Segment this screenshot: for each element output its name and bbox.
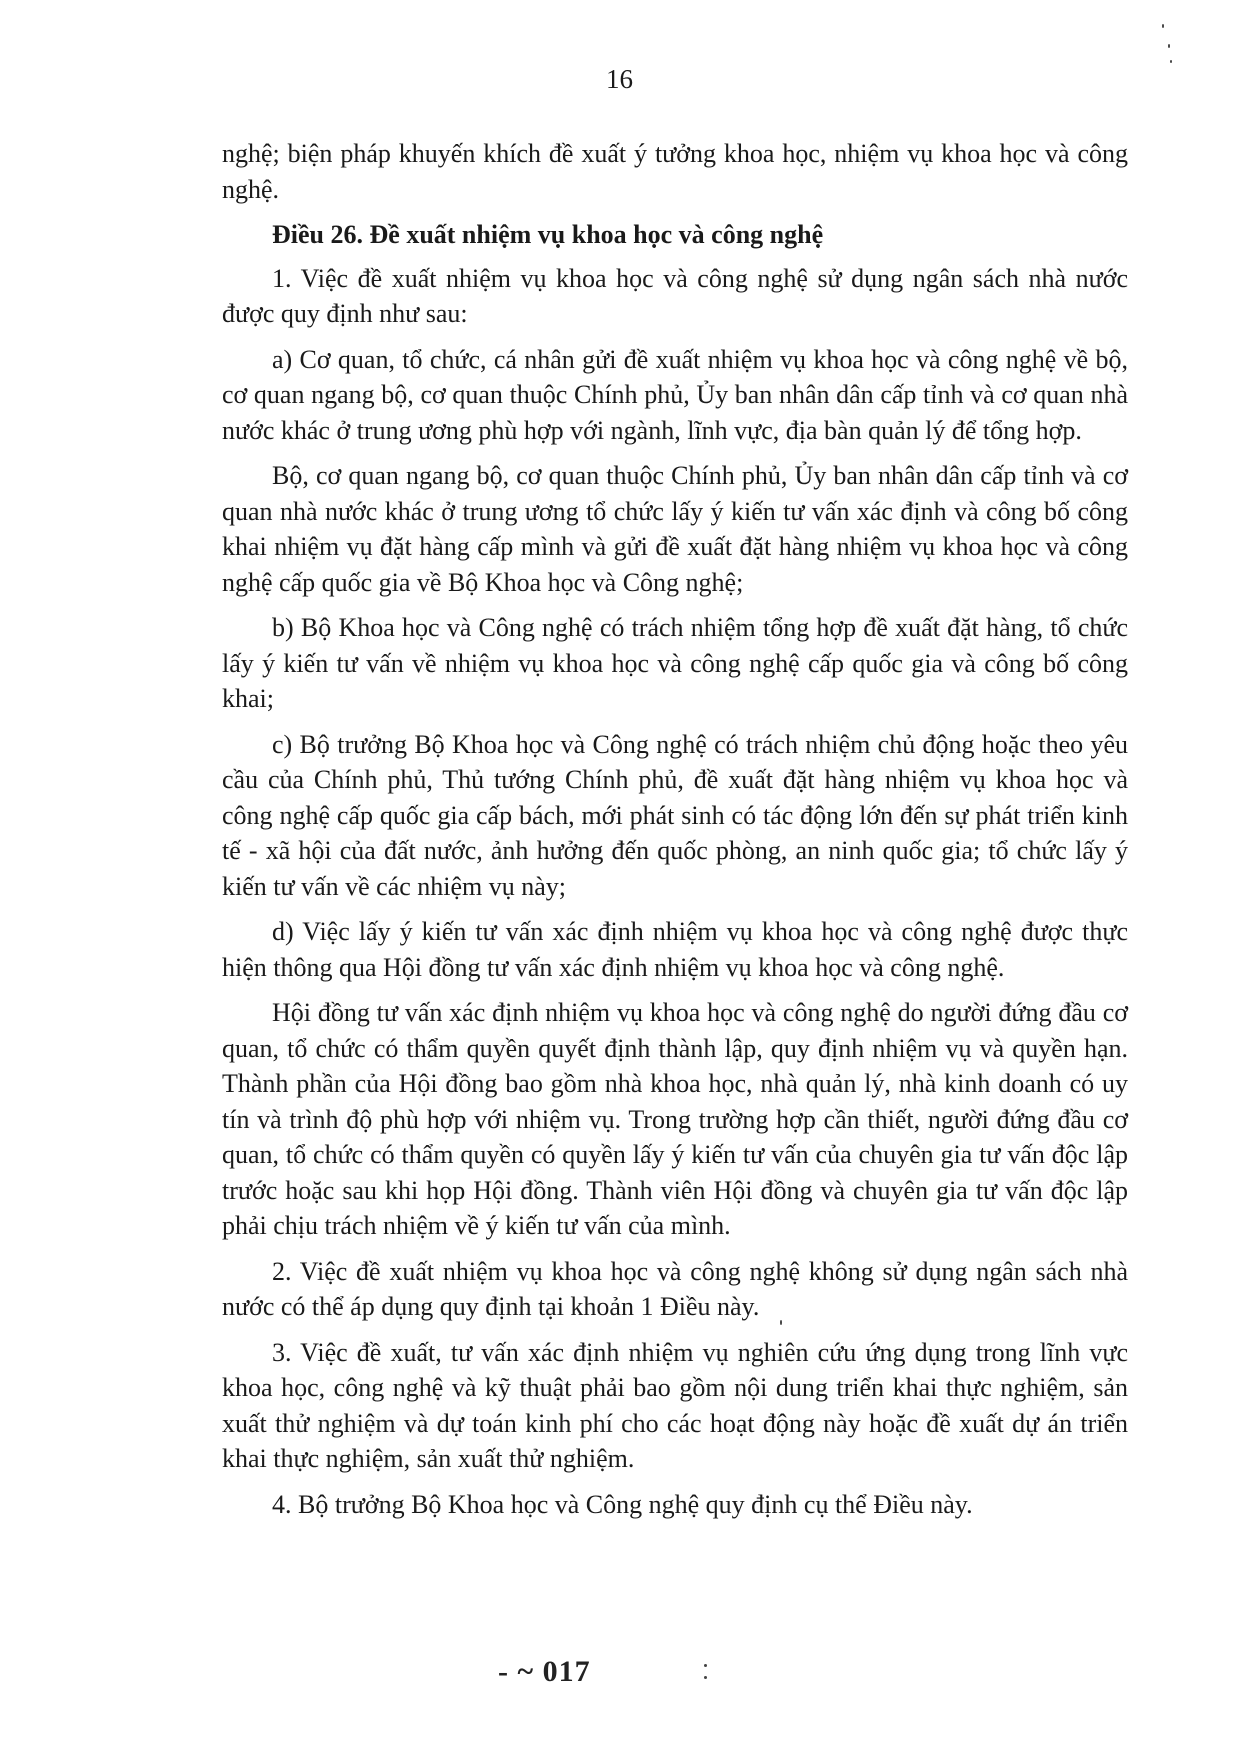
footer-page-stamp: - ~ 017 [498, 1655, 591, 1688]
scan-speck [704, 1664, 707, 1667]
paragraph-clause-3: 3. Việc đề xuất, tư vấn xác định nhiệm vụ nghiên cứu ứng dụng trong lĩnh vực khoa học, công nghệ và kỹ thuật phải bao gồm nội dung triển khai thực nghiệm, sản xuất thử nghiệm và dự toán kinh phí cho các hoạt động này hoặc đề xuất dự án triển khai thực nghiệm, sản xuất thử nghiệm. [222, 1337, 1128, 1473]
paragraph-clause-1d-cont: Hội đồng tư vấn xác định nhiệm vụ khoa học và công nghệ do người đứng đầu cơ quan, tổ chức có thẩm quyền quyết định thành lập, quy định nhiệm vụ và quyền hạn. Thành phần của Hội đồng bao gồm nhà khoa học, nhà quản lý, nhà kinh doanh có uy tín và trình độ phù hợp với nhiệm vụ. Trong trường hợp cần thiết, người đứng đầu cơ quan, tổ chức có thẩm quyền có quyền lấy ý kiến tư vấn của chuyên gia tư vấn độc lập trước hoặc sau khi họp Hội đồng. Thành viên Hội đồng và chuyên gia tư vấn độc lập phải chịu trách nhiệm về ý kiến tư vấn của mình. [222, 998, 1128, 1240]
paragraph-intro-continuation: nghệ; biện pháp khuyến khích đề xuất ý tưởng khoa học, nhiệm vụ khoa học và công nghệ. [222, 139, 1128, 204]
paragraph-clause-1a: a) Cơ quan, tổ chức, cá nhân gửi đề xuất nhiệm vụ khoa học và công nghệ về bộ, cơ quan ngang bộ, cơ quan thuộc Chính phủ, Ủy ban nhân dân cấp tỉnh và cơ quan nhà nước khác ở trung ương phù hợp với ngành, lĩnh vực, địa bàn quản lý để tổng hợp. [222, 344, 1128, 445]
scan-speck [1162, 24, 1164, 28]
paragraph-clause-1a-cont: Bộ, cơ quan ngang bộ, cơ quan thuộc Chính phủ, Ủy ban nhân dân cấp tỉnh và cơ quan nhà nước khác ở trung ương tổ chức lấy ý kiến tư vấn xác định và công bố công khai nhiệm vụ đặt hàng cấp mình và gửi đề xuất đặt hàng nhiệm vụ khoa học và công nghệ cấp quốc gia về Bộ Khoa học và Công nghệ; [222, 461, 1128, 597]
paragraph-clause-4: 4. Bộ trưởng Bộ Khoa học và Công nghệ quy định cụ thể Điều này. [272, 1489, 973, 1519]
page-number: 16 [606, 64, 633, 94]
paragraph-clause-1d: d) Việc lấy ý kiến tư vấn xác định nhiệm vụ khoa học và công nghệ được thực hiện thông qua Hội đồng tư vấn xác định nhiệm vụ khoa học và công nghệ. [222, 917, 1128, 982]
document-body [222, 136, 1128, 1532]
paragraph-clause-2: 2. Việc đề xuất nhiệm vụ khoa học và công nghệ không sử dụng ngân sách nhà nước có thể áp dụng quy định tại khoản 1 Điều này. [222, 1256, 1128, 1321]
paragraph-clause-1b: b) Bộ Khoa học và Công nghệ có trách nhiệm tổng hợp đề xuất đặt hàng, tổ chức lấy ý kiến tư vấn về nhiệm vụ khoa học và công nghệ cấp quốc gia và công bố công khai; [222, 613, 1128, 713]
scan-speck [704, 1676, 707, 1679]
scan-speck [1168, 44, 1170, 48]
scan-speck [780, 1320, 782, 1325]
article-26-heading: Điều 26. Đề xuất nhiệm vụ khoa học và công nghệ [272, 220, 824, 249]
paragraph-clause-1: 1. Việc đề xuất nhiệm vụ khoa học và công nghệ sử dụng ngân sách nhà nước được quy định như sau: [222, 263, 1128, 328]
paragraph-clause-1c: c) Bộ trưởng Bộ Khoa học và Công nghệ có trách nhiệm chủ động hoặc theo yêu cầu của Chính phủ, Thủ tướng Chính phủ, đề xuất đặt hàng nhiệm vụ khoa học và công nghệ cấp quốc gia cấp bách, mới phát sinh có tác động lớn đến sự phát triển kinh tế - xã hội của đất nước, ảnh hưởng đến quốc phòng, an ninh quốc gia; tổ chức lấy ý kiến tư vấn về các nhiệm vụ này; [222, 729, 1128, 901]
scan-speck [1170, 60, 1172, 63]
